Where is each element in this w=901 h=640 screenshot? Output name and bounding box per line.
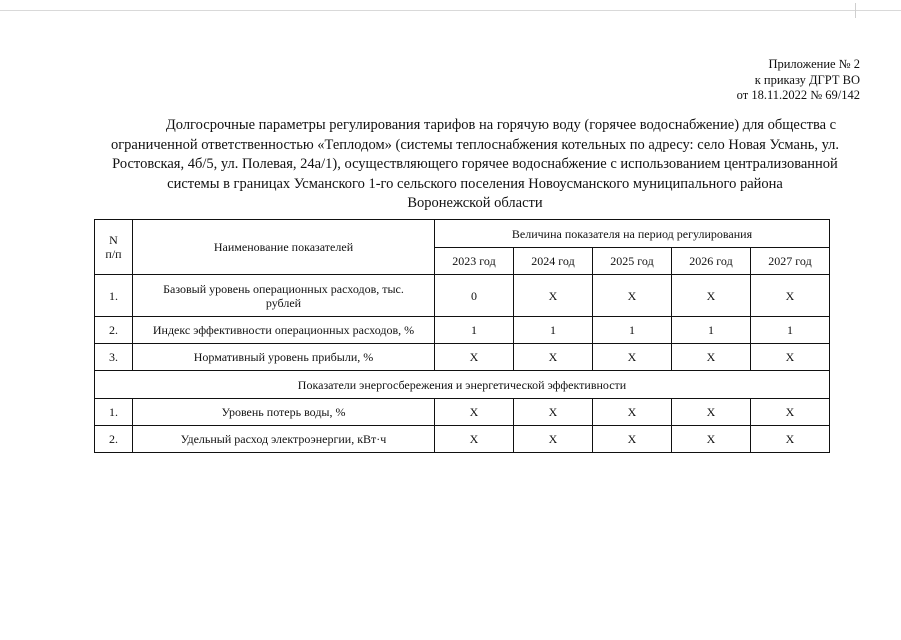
row-name: Индекс эффективности операционных расходов, % <box>133 317 435 344</box>
row-value: X <box>751 344 830 371</box>
row-value: 0 <box>435 275 514 317</box>
row-value: X <box>672 275 751 317</box>
title-line-5: Воронежской области <box>407 195 543 211</box>
section-row <box>95 371 830 399</box>
row-name: Уровень потерь воды, % <box>133 399 435 426</box>
title-line-3: Ростовская, 4б/5, ул. Полевая, 24а/1), осуществляющего горячее водоснабжение с использованием централизованной <box>112 156 838 172</box>
header-number-line-1: N <box>109 233 118 247</box>
row-number: 3. <box>95 344 133 371</box>
scan-edge-line <box>0 10 901 11</box>
row-value: X <box>514 344 593 371</box>
appendix-line-1: Приложение № 2 <box>768 57 860 71</box>
row-name-line-1: Базовый уровень операционных расходов, тыс. <box>163 281 404 296</box>
table-row <box>95 344 830 371</box>
row-name-line-2: рублей <box>265 295 302 310</box>
row-value: 1 <box>514 317 593 344</box>
appendix-line-2: к приказу ДГРТ ВО <box>754 72 860 87</box>
table-row <box>95 275 830 317</box>
row-value: X <box>514 275 593 317</box>
row-value: X <box>593 426 672 453</box>
row-value: 1 <box>593 317 672 344</box>
row-value: 1 <box>672 317 751 344</box>
title-line-1-text: Долгосрочные параметры регулирования тарифов на горячую воду (горячее водоснабжение) для общества с <box>165 117 837 133</box>
row-value: X <box>593 275 672 317</box>
table-header-row <box>95 220 830 248</box>
row-value: X <box>751 426 830 453</box>
row-value: X <box>672 344 751 371</box>
row-number: 1. <box>95 275 133 317</box>
table-row <box>95 317 830 344</box>
row-value: 1 <box>751 317 830 344</box>
row-name: Нормативный уровень прибыли, % <box>133 344 435 371</box>
row-value: X <box>514 426 593 453</box>
header-name: Наименование показателей <box>133 220 435 275</box>
row-value: X <box>751 399 830 426</box>
row-value: X <box>751 275 830 317</box>
row-value: X <box>435 399 514 426</box>
section-title: Показатели энергосбережения и энергетической эффективности <box>95 371 830 399</box>
row-value: X <box>435 426 514 453</box>
header-year: 2025 год <box>593 248 672 275</box>
row-name <box>133 275 435 317</box>
header-year: 2024 год <box>514 248 593 275</box>
row-number: 1. <box>95 399 133 426</box>
appendix-reference <box>737 57 860 104</box>
header-year: 2023 год <box>435 248 514 275</box>
header-year: 2027 год <box>751 248 830 275</box>
document-title <box>90 116 860 214</box>
row-value: X <box>672 399 751 426</box>
header-period: Величина показателя на период регулирования <box>435 220 830 248</box>
row-name: Удельный расход электроэнергии, кВт·ч <box>133 426 435 453</box>
row-value: X <box>593 344 672 371</box>
header-year: 2026 год <box>672 248 751 275</box>
row-value: 1 <box>435 317 514 344</box>
appendix-line-3: от 18.11.2022 № 69/142 <box>736 88 860 102</box>
table-row <box>95 399 830 426</box>
row-number: 2. <box>95 317 133 344</box>
title-line-2: ограниченной ответственностью «Теплодом» (системы теплоснабжения котельных по адресу: село Новая Усмань, ул. <box>110 136 840 153</box>
row-value: X <box>593 399 672 426</box>
row-number: 2. <box>95 426 133 453</box>
row-value: X <box>435 344 514 371</box>
title-line-1 <box>90 116 860 136</box>
header-number-line-2: п/п <box>105 247 122 261</box>
parameters-table <box>94 219 830 453</box>
row-value: X <box>672 426 751 453</box>
header-number <box>95 220 133 275</box>
scan-edge-tick <box>855 3 856 18</box>
table-row <box>95 426 830 453</box>
row-value: X <box>514 399 593 426</box>
title-line-4: системы в границах Усманского 1-го сельского поселения Новоусманского муниципального района <box>167 175 783 192</box>
